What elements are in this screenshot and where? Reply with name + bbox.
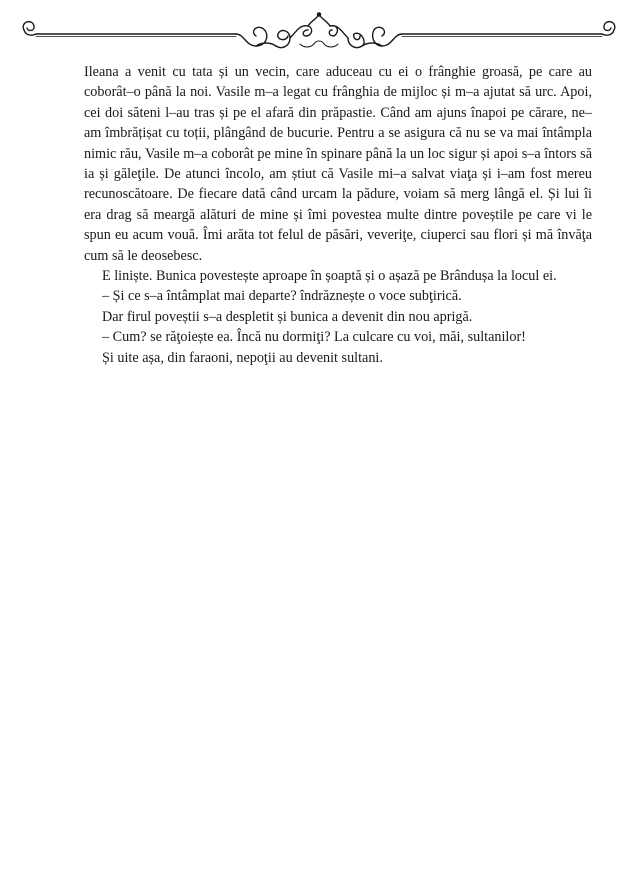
paragraph-1: Ileana a venit cu tata și un vecin, care aduceau cu ei o frânghie groasă, pe care au coborât–o până la noi. Vasile m–a legat cu frânghia de mijloc și m–a ajutat să urc. Apoi, cei doi săteni l–au tras și pe el afară din prăpastie. Când am ajuns înapoi pe cărare, ne–am îmbrățișat cu toții, plângând de bucurie. Pentru a se asigura că nu se va mai întâmpla nimic rău, Vasile m–a coborât pe mine în spinare până la un loc sigur și apoi s–a întors să ia și găleţile. De atunci încolo, am știut că Vasile mi–a salvat viaţa și i–am fost mereu recunoscătoare. De fiecare dată când urcam la pădure, voiam să merg lângă el. Și lui îi era drag să meargă alături de mine și îmi povestea multe dintre poveștile pe care vi le spun eu acum vouă. Îmi arăta tot felul de păsări, veveriţe, ciuperci sau flori și mă învăţa cum să le deosebesc. xyxy=(84,64,592,264)
paragraph-3: Dar firul poveștii s–a despletit și bunica a devenit din nou aprigă. xyxy=(102,308,473,325)
document-body xyxy=(84,62,592,368)
paragraph-4: Și uite așa, din faraoni, nepoţii au devenit sultani. xyxy=(102,349,383,366)
dialogue-line-2: – Cum? se răţoiește ea. Încă nu dormiţi? La culcare cu voi, măi, sultanilor! xyxy=(102,329,526,346)
dialogue-line-1: – Și ce s–a întâmplat mai departe? îndrăznește o voce subţirică. xyxy=(102,288,462,305)
paragraph-2: E liniște. Bunica povestește aproape în șoaptă și o așază pe Brândușa la locul ei. xyxy=(102,268,557,285)
header-ornament-icon xyxy=(18,12,620,52)
